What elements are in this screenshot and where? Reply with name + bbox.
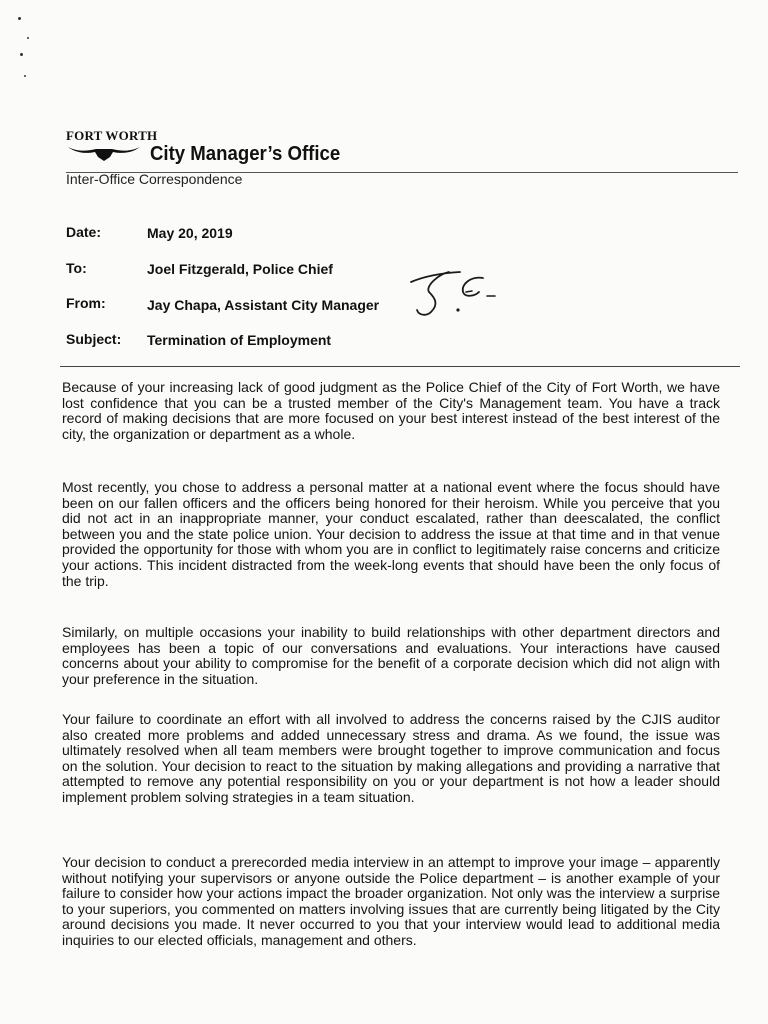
- to-value: Joel Fitzgerald, Police Chief: [147, 261, 333, 277]
- subject-value: Termination of Employment: [147, 332, 332, 348]
- correspondence-subtitle: Inter-Office Correspondence: [66, 171, 243, 187]
- from-label: From:: [66, 295, 106, 311]
- body-paragraph: Most recently, you chose to address a personal matter at a national event where the focus should have been on our fallen officers and the officers being honored for their heroism. While you perceive that you did not act in an inappropriate manner, your conduct escalated, rather than deescalated, the conflict between you and the state police union. Your decision to address the issue at that time and in that venue provided the opportunity for those with whom you are in conflict to legitimately raise concerns and criticize your actions. This incident distracted from the week-long events that should have been the only focus of the trip.: [62, 479, 720, 589]
- longhorn-icon: [66, 141, 142, 163]
- scan-speck: [20, 53, 23, 56]
- date-label: Date:: [66, 224, 102, 240]
- body-paragraph: Because of your increasing lack of good judgment as the Police Chief of the City of Fort Worth, we have lost confidence that you can be a trusted member of the City's Management team. You have a track record of making decisions that are more focused on your best interest instead of the best interest of the city, the organization or department as a whole.: [62, 379, 720, 442]
- office-title: City Manager’s Office: [150, 143, 341, 165]
- body-paragraph: Similarly, on multiple occasions your inability to build relationships with other department directors and employees has been a topic of our conversations and evaluations. Your interactions have caused concerns about your ability to compromise for the benefit of a corporate decision which did not align with your preference in the situation.: [62, 624, 720, 687]
- logo-text: FORT WORTH: [66, 128, 158, 143]
- body-paragraph: Your decision to conduct a prerecorded media interview in an attempt to improve your image – apparently without notifying your supervisors or anyone outside the Police department – is another example of your failure to consider how your actions impact the broader organization. Not only was the interview a surprise to your superiors, you commented on matters involving issues that are currently being litigated by the City around decisions you made. It never occurred to you that your interview would lead to additional media inquiries to our elected officials, management and others.: [62, 854, 720, 948]
- scan-speck: [24, 75, 26, 77]
- fort-worth-logo: [66, 128, 158, 164]
- from-value: Jay Chapa, Assistant City Manager: [147, 297, 380, 313]
- subject-label: Subject:: [66, 331, 122, 347]
- body-paragraph: Your failure to coordinate an effort with all involved to address the concerns raised by the CJIS auditor also created more problems and added unnecessary stress and drama. As we found, the issue was ultimately resolved when all team members were brought together to improve communication and focus on the solution. Your decision to react to the situation by making allegations and providing a narrative that attempted to remove any potential responsibility on you or your department is not how a leader should implement problem solving strategies in a team situation.: [62, 711, 720, 805]
- date-value: May 20, 2019: [147, 225, 233, 241]
- to-label: To:: [66, 260, 87, 276]
- signature-initials: [405, 268, 505, 320]
- body-divider: [60, 366, 740, 367]
- scan-speck: [27, 37, 29, 39]
- scan-speck: [18, 17, 21, 20]
